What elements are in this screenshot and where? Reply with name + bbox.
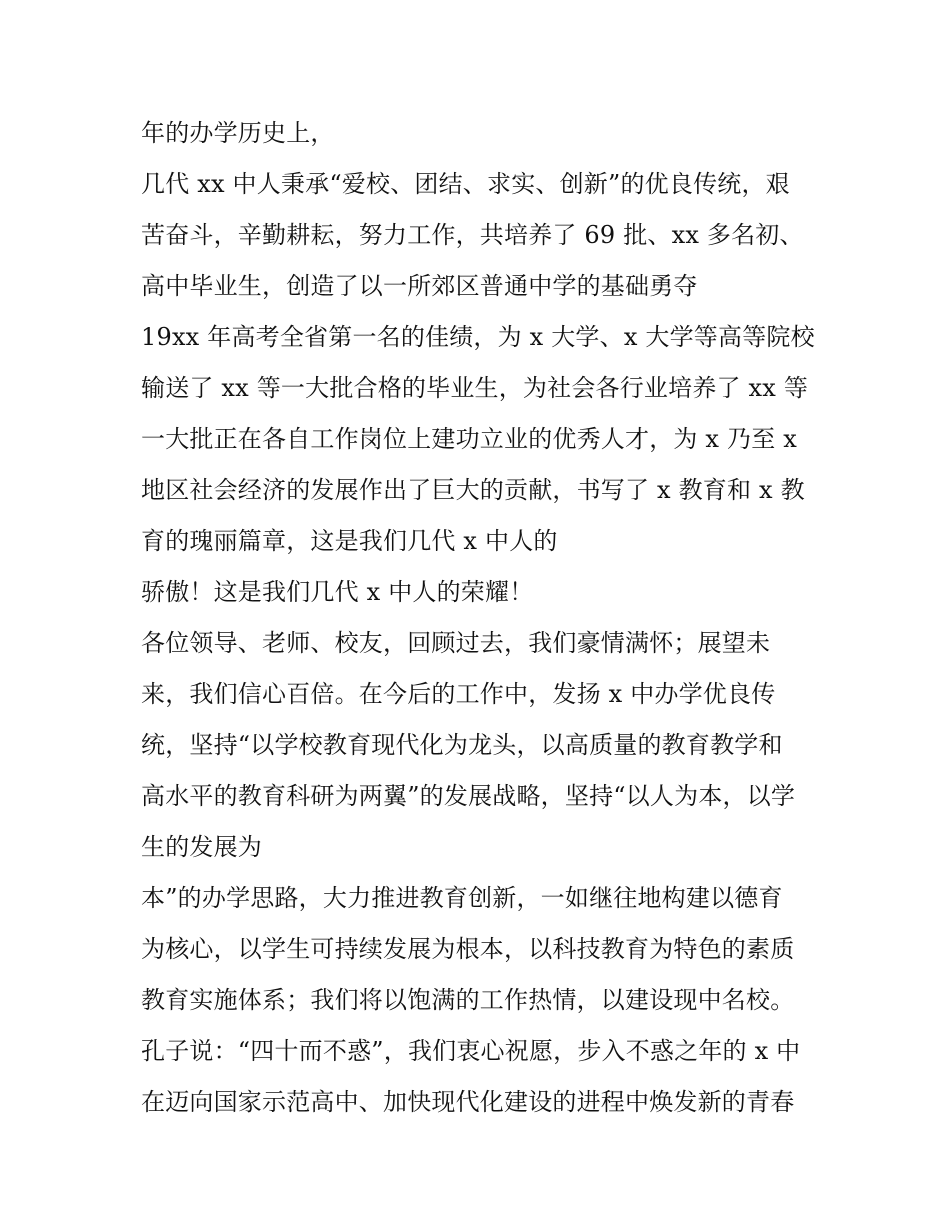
text-line: 几代 xx 中人秉承“爱校、团结、求实、创新”的优良传统，艰 <box>141 170 790 198</box>
text-line: 教育实施体系；我们将以饱满的工作热情，以建设现中名校。 <box>141 986 795 1014</box>
text-line: 苦奋斗，辛勤耕耘，努力工作，共培养了 69 批、xx 多名初、 <box>141 221 804 249</box>
text-line: 育的瑰丽篇章，这是我们几代 x 中人的 <box>141 527 558 555</box>
text-line: 统，坚持“以学校教育现代化为龙头，以高质量的教育教学和 <box>141 731 783 759</box>
body-text <box>141 108 821 1128</box>
text-line: 年的办学历史上， <box>141 119 335 147</box>
text-line: 地区社会经济的发展作出了巨大的贡献，书写了 x 教育和 x 教 <box>141 476 805 504</box>
text-line: 生的发展为 <box>141 833 262 861</box>
text-line: 高中毕业生，创造了以一所郊区普通中学的基础勇夺 <box>141 272 698 300</box>
text-line: 骄傲！这是我们几代 x 中人的荣耀！ <box>141 578 534 606</box>
text-line: 孔子说：“四十而不惑”，我们衷心祝愿，步入不惑之年的 x 中 <box>141 1037 801 1065</box>
text-line: 本”的办学思路，大力推进教育创新，一如继往地构建以德育 <box>141 884 783 912</box>
text-line: 在迈向国家示范高中、加快现代化建设的进程中焕发新的青春 <box>141 1088 795 1116</box>
text-line: 为核心，以学生可持续发展为根本，以科技教育为特色的素质 <box>141 935 795 963</box>
text-line: 来，我们信心百倍。在今后的工作中，发扬 x 中办学优良传 <box>141 680 776 708</box>
text-line: 19xx 年高考全省第一名的佳绩，为 x 大学、x 大学等高等院校 <box>141 323 815 351</box>
text-line: 各位领导、老师、校友，回顾过去，我们豪情满怀；展望未 <box>141 629 771 657</box>
text-line: 一大批正在各自工作岗位上建功立业的优秀人才，为 x 乃至 x <box>141 425 797 453</box>
text-line: 高水平的教育科研为两翼”的发展战略，坚持“以人为本，以学 <box>141 782 796 810</box>
text-line: 输送了 xx 等一大批合格的毕业生，为社会各行业培养了 xx 等 <box>141 374 809 402</box>
